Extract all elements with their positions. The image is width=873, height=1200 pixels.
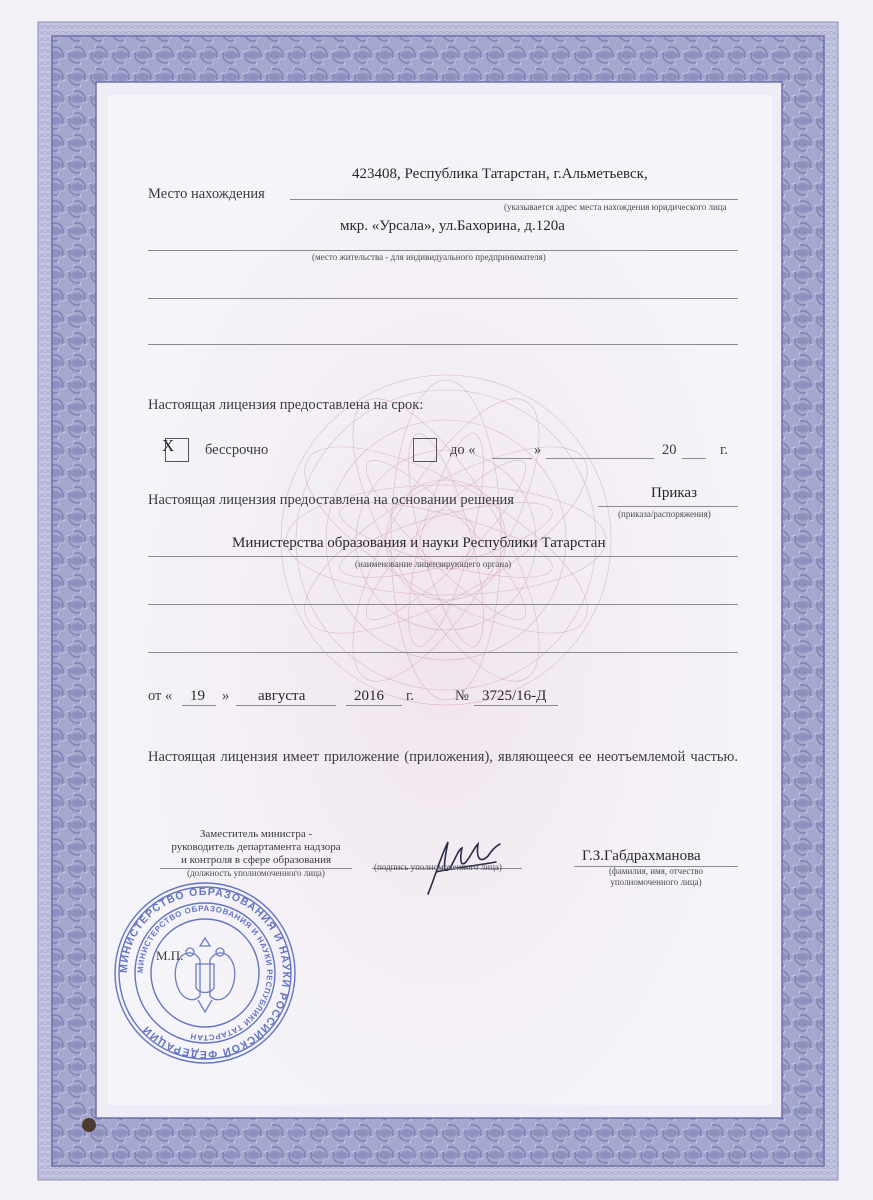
official-seal <box>112 880 298 1066</box>
checkbox-until[interactable] <box>413 438 437 462</box>
blank-underline-4 <box>148 652 738 653</box>
position-underline <box>160 868 352 869</box>
decision-underline <box>598 506 738 507</box>
authority-hint: (наименование лицензирующего органа) <box>355 559 512 569</box>
order-from-label: от « <box>148 688 173 704</box>
signatory-name: Г.З.Габдрахманова <box>582 848 701 864</box>
svg-text:МИНИСТЕРСТВО ОБРАЗОВАНИЯ И НАУ: МИНИСТЕРСТВО ОБРАЗОВАНИЯ И НАУКИ РОССИЙСКОЙ ФЕДЕРАЦИИ <box>117 885 293 1061</box>
name-hint-line-2: уполномоченного лица) <box>610 877 702 887</box>
decision-type: Приказ <box>651 485 698 501</box>
order-day: 19 <box>190 688 205 704</box>
stamp-place-label: М.П. <box>156 948 184 963</box>
name-hint <box>574 866 738 888</box>
order-day-close: » <box>222 688 230 704</box>
location-line-2: мкр. «Урсала», ул.Бахорина, д.120а <box>340 218 565 234</box>
location-label: Место нахождения <box>148 186 265 202</box>
position-line-1: Заместитель министра - <box>199 828 313 840</box>
position-line-3: и контроля в сфере образования <box>180 854 332 866</box>
order-year-underline <box>346 705 402 706</box>
until-day-underline <box>492 458 532 459</box>
option-indefinite-label: бессрочно <box>205 442 269 458</box>
svg-text:МИНИСТЕРСТВО ОБРАЗОВАНИЯ И НАУ: МИНИСТЕРСТВО ОБРАЗОВАНИЯ И НАУКИ РЕСПУБЛИКИ ТАТАРСТАН <box>135 903 275 1043</box>
location-line-1: 423408, Республика Татарстан, г.Альметьевск, <box>352 166 648 182</box>
blank-underline-3 <box>148 604 738 605</box>
order-month: августа <box>258 688 306 704</box>
order-year: 2016 <box>354 688 384 704</box>
authority-underline <box>148 556 738 557</box>
basis-heading: Настоящая лицензия предоставлена на основании решения <box>148 492 514 508</box>
punch-hole <box>82 1118 96 1132</box>
order-day-underline <box>182 705 216 706</box>
signature-hint: (подпись уполномоченного лица) <box>374 862 502 872</box>
term-heading: Настоящая лицензия предоставлена на срок: <box>148 397 424 413</box>
location-hint-2: (место жительства - для индивидуального предпринимателя) <box>312 252 546 262</box>
order-number: 3725/16-Д <box>482 688 547 704</box>
location-hint-1: (указывается адрес места нахождения юридического лица <box>504 202 727 212</box>
order-number-underline <box>474 705 558 706</box>
until-year-prefix: 20 <box>662 442 677 458</box>
order-number-sign: № <box>455 688 469 704</box>
order-month-underline <box>236 705 336 706</box>
licensing-authority: Министерства образования и науки Республики Татарстан <box>232 535 606 551</box>
location-underline-2 <box>148 250 738 251</box>
until-year-underline <box>682 458 706 459</box>
signatory-position <box>160 828 352 880</box>
appendix-text: Настоящая лицензия имеет приложение (приложения), являющееся ее неотъемлемой частью. <box>148 749 738 765</box>
decision-hint: (приказа/распоряжения) <box>618 509 711 519</box>
order-year-suffix: г. <box>406 688 414 704</box>
position-line-2: руководитель департамента надзора <box>171 841 341 853</box>
option-until-quote-close: » <box>534 442 542 458</box>
name-hint-line-1: (фамилия, имя, отчество <box>608 866 704 876</box>
until-month-underline <box>546 458 654 459</box>
until-year-suffix: г. <box>720 442 728 458</box>
location-underline-1 <box>290 199 738 200</box>
position-hint: (должность уполномоченного лица) <box>187 868 325 878</box>
option-until-prefix: до « <box>450 442 476 458</box>
blank-underline-1 <box>148 298 738 299</box>
checkbox-indefinite-mark: X <box>162 436 175 455</box>
blank-underline-2 <box>148 344 738 345</box>
